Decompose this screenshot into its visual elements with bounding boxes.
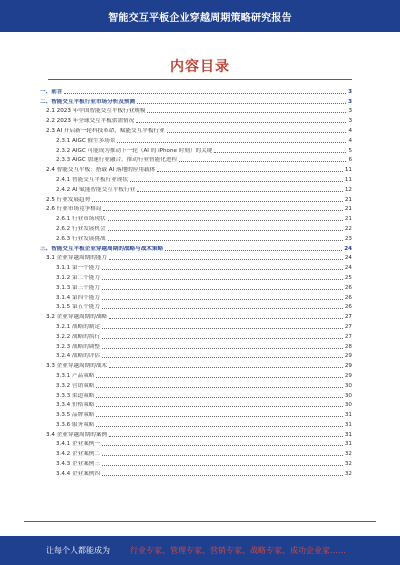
report-title: 智能交互平板企业穿越周期策略研究报告 — [108, 13, 292, 24]
toc-leader-dots — [109, 259, 343, 260]
toc-entry[interactable] — [40, 341, 352, 351]
toc-entry-page: 27 — [344, 314, 352, 321]
toc-leader-dots — [102, 289, 343, 290]
toc-entry[interactable] — [40, 115, 352, 125]
toc-entry-title: 2.4.1 智能交互平板行业现状 — [56, 176, 128, 183]
footer-roles: 行业专家、管理专家、营销专家、战略专家、成功企业家…… — [130, 546, 346, 555]
toc-leader-dots — [117, 142, 346, 143]
toc-heading: 内容目录 — [170, 59, 230, 75]
toc-leader-dots — [102, 299, 343, 300]
toc-entry-page: 22 — [344, 225, 352, 232]
toc-entry-title: 2.6.2 行业发展机会 — [56, 225, 106, 232]
toc-entry-page: 31 — [344, 441, 352, 448]
toc-entry[interactable] — [40, 448, 352, 458]
toc-entry-title: 2.2 2023 年全球交互平板供需情况 — [46, 118, 135, 125]
toc-entry-title: 3.2.4 战略的评估 — [56, 353, 100, 360]
toc-leader-dots — [108, 230, 343, 231]
toc-entry-title: 2.4 智能交互平板：搭载 AI 落地的应用载体 — [46, 167, 156, 174]
toc-entry[interactable] — [40, 164, 352, 174]
toc-entry-title: 2.4.2 AI 赋能智能交互平板行业 — [56, 186, 136, 193]
toc-entry[interactable] — [40, 380, 352, 390]
toc-leader-dots — [103, 210, 342, 211]
toc-entry-page: 3 — [348, 118, 352, 125]
toc-entry-title: 3.2.1 战略的制定 — [56, 323, 100, 330]
toc-entry-page: 21 — [344, 196, 352, 203]
toc-leader-dots — [102, 357, 343, 358]
toc-entry[interactable] — [40, 351, 352, 361]
toc-entry[interactable] — [40, 86, 352, 96]
toc-heading-rule — [48, 79, 352, 80]
toc-leader-dots — [96, 397, 342, 398]
toc-leader-dots — [214, 152, 346, 153]
toc-entry-title: 3.2 企业穿越周期的战略 — [46, 314, 108, 321]
toc-entry[interactable] — [40, 145, 352, 155]
toc-leader-dots — [130, 181, 343, 182]
toc-entry-title: 3.1.4 第四个能力 — [56, 294, 100, 301]
toc-entry[interactable] — [40, 272, 352, 282]
toc-entry[interactable] — [40, 458, 352, 468]
toc-leader-dots — [108, 240, 343, 241]
toc-entry-page: 21 — [344, 206, 352, 213]
toc-leader-dots — [64, 93, 346, 94]
toc-entry[interactable] — [40, 370, 352, 380]
toc-leader-dots — [102, 269, 343, 270]
toc-entry[interactable] — [40, 292, 352, 302]
toc-leader-dots — [96, 377, 342, 378]
toc-leader-dots — [136, 122, 346, 123]
toc-entry-title: 3.3.1 产品策略 — [56, 372, 95, 379]
toc-entry[interactable] — [40, 223, 352, 233]
toc-entry-page: 32 — [344, 461, 352, 468]
toc-leader-dots — [179, 161, 346, 162]
footer-slogan: 让每个人都能成为 — [46, 546, 110, 555]
toc-entry-title: 3.3.5 品牌策略 — [56, 412, 95, 419]
toc-leader-dots — [96, 387, 342, 388]
toc-entry-title: 2.3.3 AIGC 加速行业融合，推动行业智能化进程 — [56, 157, 178, 164]
toc-entry-page: 24 — [344, 245, 352, 252]
toc-entry[interactable] — [40, 321, 352, 331]
toc-entry[interactable] — [40, 96, 352, 106]
toc-leader-dots — [92, 201, 343, 202]
toc-entry-page: 21 — [344, 216, 352, 223]
toc-entry-title: 2.6 行业市场竞争格局 — [46, 206, 102, 213]
toc-entry-page: 29 — [344, 363, 352, 370]
toc-leader-dots — [109, 318, 343, 319]
toc-entry[interactable] — [40, 429, 352, 439]
toc-entry-title: 2.5 行业发展趋势 — [46, 196, 91, 203]
toc-entry-page: 4 — [348, 137, 352, 144]
toc-entry-title: 3.4.4 企业案例四 — [56, 470, 100, 477]
report-footer-bar — [0, 536, 400, 565]
toc-leader-dots — [102, 338, 343, 339]
toc-entry-page: 12 — [344, 186, 352, 193]
toc-entry-title: 3.1.3 第三个能力 — [56, 284, 100, 291]
toc-entry-title: 3.1.2 第二个能力 — [56, 274, 100, 281]
toc-entry[interactable] — [40, 174, 352, 184]
toc-entry-title: 3.3.3 渠道策略 — [56, 392, 95, 399]
toc-entry[interactable] — [40, 243, 352, 253]
toc-entry-page: 31 — [344, 421, 352, 428]
toc-entry[interactable] — [40, 311, 352, 321]
toc-entry-title: 3.3.4 价格策略 — [56, 402, 95, 409]
toc-entry-page: 30 — [344, 392, 352, 399]
toc-entry-title: 3.3.6 服务策略 — [56, 421, 95, 428]
toc-entry[interactable] — [40, 194, 352, 204]
toc-leader-dots — [102, 279, 343, 280]
toc-entry-page: 30 — [344, 402, 352, 409]
toc-entry[interactable] — [40, 233, 352, 243]
toc-entry-page: 23 — [344, 235, 352, 242]
toc-entry[interactable] — [40, 155, 352, 165]
toc-entry-title: 2.6.3 行业发展挑战 — [56, 235, 106, 242]
toc-leader-dots — [165, 250, 342, 251]
toc-leader-dots — [102, 465, 343, 466]
toc-leader-dots — [102, 348, 343, 349]
toc-entry-page: 30 — [344, 382, 352, 389]
toc-entry-page: 11 — [344, 167, 352, 174]
toc-entry[interactable] — [40, 253, 352, 263]
toc-entry[interactable] — [40, 184, 352, 194]
toc-entry-page: 4 — [348, 127, 352, 134]
toc-entry-title: 3.4.2 企业案例二 — [56, 451, 100, 458]
toc-entry[interactable] — [40, 419, 352, 429]
toc-entry-page: 24 — [344, 265, 352, 272]
report-header-bar — [0, 0, 400, 32]
toc-leader-dots — [157, 171, 343, 172]
toc-entry-title: 一、前言 — [40, 88, 63, 95]
toc-leader-dots — [109, 367, 343, 368]
toc-leader-dots — [102, 328, 343, 329]
toc-entry-title: 3.1.5 第五个能力 — [56, 304, 100, 311]
toc-entry[interactable] — [40, 302, 352, 312]
toc-entry-title: 3.3.2 营销策略 — [56, 382, 95, 389]
toc-entry-page: 32 — [344, 470, 352, 477]
toc-leader-dots — [137, 103, 346, 104]
toc-leader-dots — [137, 191, 343, 192]
toc-entry[interactable] — [40, 360, 352, 370]
toc-entry-title: 3.1.1 第一个能力 — [56, 265, 100, 272]
toc-entry-page: 31 — [344, 412, 352, 419]
toc-entry-title: 3.4 企业穿越周期的案例 — [46, 431, 108, 438]
toc-entry[interactable] — [40, 262, 352, 272]
toc-entry[interactable] — [40, 331, 352, 341]
toc-entry-title: 2.6.1 行业市场现状 — [56, 216, 106, 223]
toc-entry-page: 29 — [344, 353, 352, 360]
toc-entry-page: 26 — [344, 284, 352, 291]
toc-entry[interactable] — [40, 439, 352, 449]
toc-entry[interactable] — [40, 106, 352, 116]
toc-leader-dots — [108, 220, 343, 221]
toc-entry[interactable] — [40, 409, 352, 419]
toc-entry[interactable] — [40, 125, 352, 135]
toc-leader-dots — [109, 436, 343, 437]
toc-entry-title: 二、智能交互平板行业市场分析及预测 — [40, 98, 136, 105]
toc-leader-dots — [147, 112, 346, 113]
toc-entry-page: 28 — [344, 343, 352, 350]
toc-entry-title: 3.1 企业穿越周期的能力 — [46, 255, 108, 262]
toc-entry-page: 29 — [344, 372, 352, 379]
toc-leader-dots — [167, 132, 347, 133]
toc-entry-page: 3 — [348, 108, 352, 115]
toc-entry-title: 2.3 AI 开启新一轮科技革命，赋能交互平板行业 — [46, 127, 165, 134]
toc-entry-page: 11 — [344, 176, 352, 183]
toc-entry[interactable] — [40, 390, 352, 400]
toc-entry-title: 3.4.3 企业案例三 — [56, 461, 100, 468]
toc-leader-dots — [96, 426, 342, 427]
toc-entry-title: 3.3 企业穿越周期的战术 — [46, 363, 108, 370]
toc-leader-dots — [96, 406, 342, 407]
toc-entry[interactable] — [40, 135, 352, 145]
toc-entry-page: 5 — [348, 147, 352, 154]
toc-entry[interactable] — [40, 204, 352, 214]
toc-entry-page: 26 — [344, 294, 352, 301]
toc-entry-title: 3.2.2 战略的执行 — [56, 333, 100, 340]
toc-entry-page: 27 — [344, 333, 352, 340]
toc-leader-dots — [96, 416, 342, 417]
toc-leader-dots — [102, 308, 343, 309]
toc-entry-page: 32 — [344, 451, 352, 458]
toc-entry-title: 2.1 2023 年中国智能交互平板行业规模 — [46, 108, 146, 115]
toc-entry-page: 6 — [348, 157, 352, 164]
toc-entry-page: 24 — [344, 255, 352, 262]
toc-entry[interactable] — [40, 282, 352, 292]
toc-leader-dots — [102, 445, 343, 446]
toc-leader-dots — [102, 475, 343, 476]
toc-entry-page: 31 — [344, 431, 352, 438]
toc-entry-title: 3.2.3 战略的调整 — [56, 343, 100, 350]
toc-entry-page: 25 — [344, 274, 352, 281]
toc-leader-dots — [102, 455, 343, 456]
toc-entry[interactable] — [40, 468, 352, 478]
toc-entry-page: 27 — [344, 323, 352, 330]
toc-entry-page: 3 — [348, 98, 352, 105]
toc-entry-title: 3.4.1 企业案例一 — [56, 441, 100, 448]
table-of-contents — [40, 86, 352, 478]
toc-entry[interactable] — [40, 400, 352, 410]
toc-entry-title: 三、智能交互平板企业穿越周期的战略与战术策略 — [40, 245, 164, 252]
toc-entry-page: 3 — [348, 88, 352, 95]
toc-entry-page: 26 — [344, 304, 352, 311]
toc-entry-title: 2.3.1 AIGC 催生多场景 — [56, 137, 116, 144]
toc-entry[interactable] — [40, 213, 352, 223]
bottom-divider — [24, 521, 376, 522]
toc-entry-title: 2.3.2 AIGC 可能成为推动下一轮（AI 的 iPhone 时刻）的关键 — [56, 147, 213, 154]
